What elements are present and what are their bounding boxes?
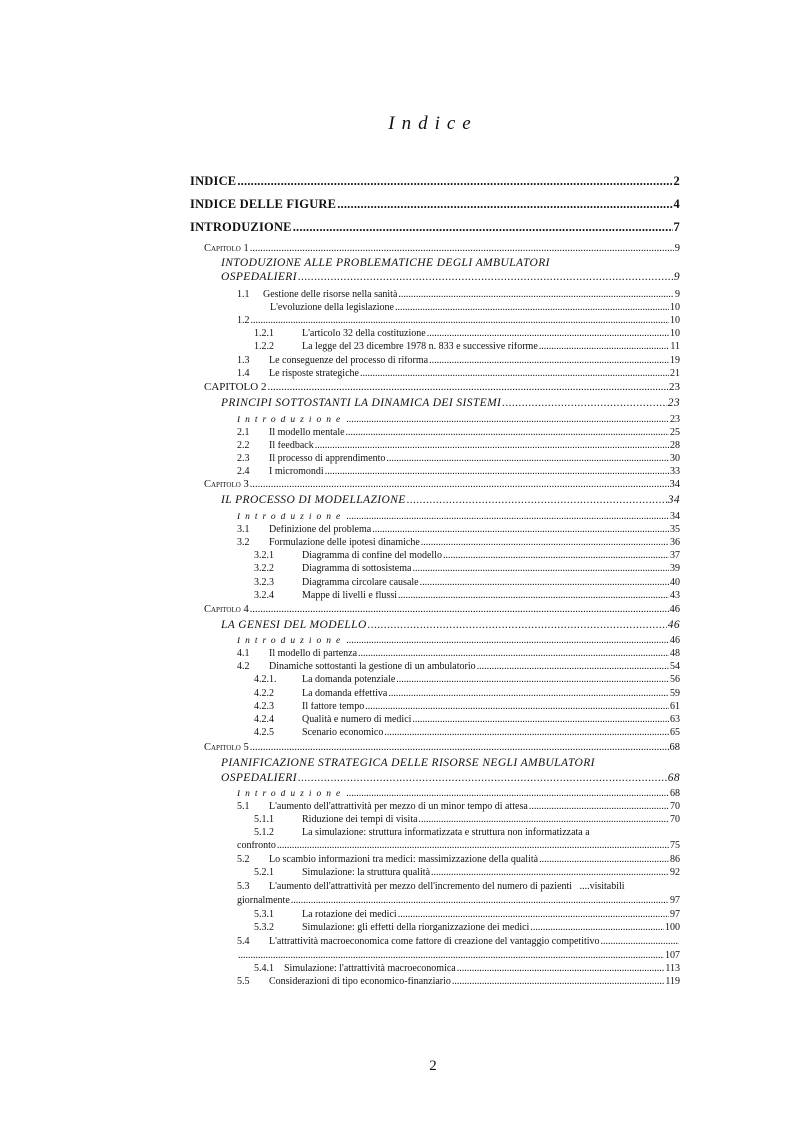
toc-section-2-1[interactable]	[237, 428, 680, 438]
toc-entry-number: 1.2.2	[254, 341, 274, 352]
toc-entry-page: 75	[670, 840, 680, 851]
toc-entry-page: 113	[665, 963, 680, 974]
toc-section-5-3-2[interactable]	[254, 923, 680, 933]
toc-entry-number: 2.3	[237, 453, 250, 464]
toc-entry-label: L'articolo 32 della costituzione	[302, 329, 426, 339]
toc-entry-page: 54	[670, 661, 680, 672]
toc-entry-page: 100	[665, 922, 680, 933]
toc-entry-page: 68	[669, 742, 680, 753]
toc-section-3-2-4[interactable]	[254, 591, 680, 601]
toc-section-5-1-2[interactable]	[237, 841, 680, 851]
toc-entry-number: 4.2.3	[254, 701, 274, 712]
toc-entry-number: 2.2	[237, 440, 250, 451]
toc-entry-number: 4.1	[237, 648, 250, 659]
toc-chapter-1-title-line1[interactable]: INTODUZIONE ALLE PROBLEMATICHE DEGLI AMBULATORI	[221, 257, 550, 269]
toc-entry-number: 5.1.2	[254, 827, 274, 838]
toc-entry-label: Diagramma di confine del modello	[302, 551, 442, 561]
toc-entry-label: Simulazione: l'attrattività macroeconomica	[284, 964, 456, 974]
toc-chapter-1[interactable]	[204, 244, 680, 255]
toc-entry-page: 10	[670, 315, 680, 326]
toc-entry-page: 70	[670, 814, 680, 825]
toc-chapter-3[interactable]	[204, 480, 680, 491]
toc-entry-label: La legge del 23 dicembre 1978 n. 833 e successive riforme	[302, 342, 538, 352]
toc-chapter-4-title[interactable]	[221, 620, 680, 632]
toc-entry-label: IL PROCESSO DI MODELLAZIONE	[221, 495, 406, 506]
toc-entry-page: 68	[670, 788, 680, 799]
toc-entry-number: 1.2	[237, 315, 250, 326]
toc-entry-label: L'aumento dell'attrattività per mezzo di un minor tempo di attesa	[269, 802, 528, 812]
toc-entry-label: Il feedback	[269, 441, 314, 451]
toc-section-4-2-2[interactable]	[254, 689, 680, 699]
toc-entry-number: 4.2.4	[254, 714, 274, 725]
toc-entry-page: 36	[670, 537, 680, 548]
toc-chapter-5-title[interactable]	[221, 773, 680, 785]
toc-section-3-2-1[interactable]	[254, 551, 680, 561]
toc-entry-label: Lo scambio informazioni tra medici: massimizzazione della qualità	[269, 855, 539, 865]
toc-entry-page: 70	[670, 801, 680, 812]
toc-entry-number: 5.2.1	[254, 867, 274, 878]
toc-entry-page: 34	[667, 494, 680, 506]
toc-entry-label: Il processo di apprendimento	[269, 454, 386, 464]
toc-chapter-3-title[interactable]	[221, 495, 680, 507]
toc-entry-number: 5.2	[237, 854, 250, 865]
toc-entry-number: 1.1	[237, 289, 250, 300]
toc-entry-number: 3.2.3	[254, 577, 274, 588]
toc-entry-page: 48	[670, 648, 680, 659]
toc-entry-page: 28	[670, 440, 680, 451]
toc-entry-page: 34	[669, 479, 680, 490]
toc-entry-number: 1.4	[237, 368, 250, 379]
toc-entry-page: 86	[670, 854, 680, 865]
toc-entry-label: I micromondi	[269, 467, 324, 477]
toc-entry-page: 34	[670, 511, 680, 522]
toc-section-5-3-1[interactable]	[254, 910, 680, 920]
toc-entry-number: 5.3	[237, 881, 250, 892]
toc-entry-page: 23	[670, 414, 680, 425]
toc-entry-label: Qualità e numero di medici	[302, 715, 412, 725]
toc-entry-label: Il modello di partenza	[269, 649, 358, 659]
toc-entry-label: LA GENESI DEL MODELLO	[221, 620, 367, 631]
toc-entry-label: Le conseguenze del processo di riforma	[269, 356, 429, 366]
toc-entry-number: 5.1	[237, 801, 250, 812]
toc-section-4-2-3[interactable]	[254, 702, 680, 712]
toc-entry-label: Simulazione: gli effetti della riorganizzazione dei medici	[302, 923, 530, 933]
toc-entry-label: INTRODUZIONE	[190, 221, 292, 234]
page-title: Indice	[388, 113, 478, 134]
toc-entry-number: 5.3.1	[254, 909, 274, 920]
toc-entry-label: confronto	[237, 841, 276, 851]
toc-section-3-2-2[interactable]	[254, 564, 680, 574]
toc-entry-label: INDICE	[190, 175, 237, 188]
toc-entry-label: Scenario economico	[302, 728, 384, 738]
toc-entry-page: 4	[673, 197, 680, 211]
toc-entry-number: 2.4	[237, 466, 250, 477]
toc-section-5-5[interactable]	[237, 977, 680, 987]
toc-entry-number: 3.1	[237, 524, 250, 535]
toc-entry-indice-figure[interactable]	[190, 198, 680, 211]
toc-section-4-2[interactable]	[237, 662, 680, 672]
toc-entry-page: 11	[670, 341, 680, 352]
toc-entry-indice[interactable]	[190, 175, 680, 188]
toc-entry-label: Diagramma circolare causale	[302, 578, 419, 588]
toc-section-4-2-1[interactable]	[254, 675, 680, 685]
toc-entry-number: 5.1.1	[254, 814, 274, 825]
toc-entry-page: 37	[670, 550, 680, 561]
toc-entry-label: Le risposte strategiche	[269, 369, 359, 379]
toc-entry-page: 46	[670, 635, 680, 646]
toc-entry-label: La domanda effettiva	[302, 689, 388, 699]
toc-entry-page: 59	[670, 688, 680, 699]
toc-entry-page: 35	[670, 524, 680, 535]
toc-entry-page: 65	[670, 727, 680, 738]
toc-entry-label: Formulazione delle ipotesi dinamiche	[269, 538, 420, 548]
page-number: 2	[429, 1058, 437, 1074]
toc-entry-label: L'attrattività macroeconomica come fattore di creazione del vantaggio competitivo	[269, 937, 600, 947]
toc-section-1-2[interactable]	[237, 316, 680, 326]
toc-entry-label: L'evoluzione della legislazione	[270, 303, 394, 313]
toc-entry-page: 21	[670, 368, 680, 379]
toc-chapter-3-intro[interactable]	[237, 512, 680, 523]
toc-entry-number: 5.3.2	[254, 922, 274, 933]
toc-section-5-1-1[interactable]	[254, 815, 680, 825]
toc-entry-number: 3.2	[237, 537, 250, 548]
toc-entry-number: 4.2	[237, 661, 250, 672]
toc-entry-page: 107	[665, 950, 680, 961]
toc-section-5-4-line1[interactable]	[237, 937, 680, 947]
toc-entry-label: Definizione del problema	[269, 525, 372, 535]
toc-entry-label: Simulazione: la struttura qualità	[302, 868, 431, 878]
toc-section-3-1[interactable]	[237, 525, 680, 535]
toc-entry-label: Mappe di livelli e flussi	[302, 591, 397, 601]
toc-entry-number: 5.5	[237, 976, 250, 987]
toc-section-3-2[interactable]	[237, 538, 680, 548]
toc-entry-page: 63	[670, 714, 680, 725]
toc-entry-label: Riduzione dei tempi di visita	[302, 815, 418, 825]
toc-section-5-2-1[interactable]	[254, 868, 680, 878]
toc-entry-number: 4.2.1.	[254, 674, 277, 685]
toc-section-1-3[interactable]	[237, 356, 680, 366]
toc-entry-page: 119	[665, 976, 680, 987]
toc-entry-label: OSPEDALIERI	[221, 773, 297, 784]
toc-entry-page: 9	[675, 289, 680, 300]
toc-entry-label: Capitolo 3	[204, 480, 249, 490]
toc-chapter-2[interactable]	[204, 382, 680, 393]
toc-entry-page: 46	[667, 619, 680, 631]
toc-section-5-4[interactable]	[237, 951, 680, 961]
toc-section-2-2[interactable]	[237, 441, 680, 451]
toc-entry-page: 56	[670, 674, 680, 685]
toc-entry-page: 23	[667, 397, 680, 409]
toc-entry-label: Il modello mentale	[269, 428, 345, 438]
toc-section-4-1[interactable]	[237, 649, 680, 659]
toc-section-1-2-2[interactable]	[254, 342, 680, 352]
toc-entry-introduzione[interactable]	[190, 221, 680, 234]
toc-chapter-2-title[interactable]	[221, 398, 680, 410]
toc-entry-page: 7	[673, 220, 680, 234]
toc-entry-page: 92	[670, 867, 680, 878]
toc-entry-page: 9	[673, 271, 680, 283]
toc-entry-label: OSPEDALIERI	[221, 272, 297, 283]
toc-entry-page: 10	[670, 328, 680, 339]
toc-entry-page: 9	[674, 243, 680, 254]
toc-section-2-3[interactable]	[237, 454, 680, 464]
toc-section-evoluzione[interactable]	[270, 303, 680, 313]
toc-entry-page: 61	[670, 701, 680, 712]
toc-entry-label: Introduzione	[237, 513, 346, 522]
toc-entry-page: 33	[670, 466, 680, 477]
toc-entry-page: 97	[670, 909, 680, 920]
toc-entry-number: 4.2.5	[254, 727, 274, 738]
toc-entry-number: 2.1	[237, 427, 250, 438]
toc-section-5-4-1[interactable]	[254, 964, 680, 974]
toc-entry-page: 43	[670, 590, 680, 601]
toc-entry-number: 5.4	[237, 936, 250, 947]
toc-entry-page: 68	[667, 772, 680, 784]
toc-entry-label: Il fattore tempo	[302, 702, 365, 712]
toc-entry-page: 25	[670, 427, 680, 438]
toc-section-5-1-2-line1[interactable]	[254, 828, 590, 838]
toc-entry-number: 3.2.1	[254, 550, 274, 561]
toc-chapter-4[interactable]	[204, 605, 680, 616]
toc-entry-page: 97	[670, 895, 680, 906]
toc-section-1-1[interactable]	[237, 290, 680, 300]
toc-chapter-4-intro[interactable]	[237, 636, 680, 647]
toc-entry-page: 10	[670, 302, 680, 313]
toc-entry-page: 30	[670, 453, 680, 464]
toc-entry-label: Introduzione	[237, 637, 346, 646]
toc-entry-page: 46	[669, 604, 680, 615]
toc-section-5-3[interactable]	[237, 896, 680, 906]
toc-entry-page: 23	[669, 381, 680, 393]
toc-section-5-3-line1[interactable]	[237, 882, 680, 892]
toc-entry-label: Introduzione	[237, 790, 346, 799]
toc-entry-label-cont: ....visitabili	[579, 881, 625, 892]
toc-entry-label: Gestione delle risorse nella sanità	[263, 290, 398, 300]
toc-chapter-1-title[interactable]	[221, 272, 680, 284]
toc-entry-label: Dinamiche sottostanti la gestione di un ambulatorio	[269, 662, 476, 672]
toc-entry-number: 4.2.2	[254, 688, 274, 699]
toc-entry-number: 5.4.1	[254, 963, 274, 974]
toc-entry-label: Capitolo 4	[204, 605, 249, 615]
toc-entry-label: Capitolo 5	[204, 743, 249, 753]
toc-entry-page: 19	[670, 355, 680, 366]
toc-entry-label: PRINCIPI SOTTOSTANTI LA DINAMICA DEI SISTEMI	[221, 398, 502, 409]
toc-section-2-4[interactable]	[237, 467, 680, 477]
toc-entry-label: L'aumento dell'attrattività per mezzo dell'incremento del numero di pazienti	[269, 881, 573, 892]
toc-chapter-5[interactable]	[204, 743, 680, 754]
toc-entry-number: 1.3	[237, 355, 250, 366]
toc-entry-label: La domanda potenziale	[302, 675, 396, 685]
toc-entry-number: 1.2.1	[254, 328, 274, 339]
toc-entry-page: 40	[670, 577, 680, 588]
toc-section-4-2-5[interactable]	[254, 728, 680, 738]
toc-entry-label: giornalmente	[237, 896, 290, 906]
toc-chapter-5-intro[interactable]	[237, 789, 680, 800]
toc-section-4-2-4[interactable]	[254, 715, 680, 725]
toc-entry-label: INDICE DELLE FIGURE	[190, 198, 337, 211]
toc-entry-label: Introduzione	[237, 416, 346, 425]
toc-section-5-2[interactable]	[237, 855, 680, 865]
toc-entry-number: 3.2.2	[254, 563, 274, 574]
toc-section-1-4[interactable]	[237, 369, 680, 379]
toc-entry-label: CAPITOLO 2	[204, 382, 267, 393]
toc-section-3-2-3[interactable]	[254, 578, 680, 588]
toc-section-1-2-1[interactable]	[254, 329, 680, 339]
toc-entry-label: La simulazione: struttura informatizzata e struttura non informatizzata a	[302, 827, 590, 838]
toc-chapter-2-intro[interactable]	[237, 415, 680, 426]
toc-entry-number: 3.2.4	[254, 590, 274, 601]
toc-section-5-1[interactable]	[237, 802, 680, 812]
toc-entry-page: 39	[670, 563, 680, 574]
toc-entry-label: La rotazione dei medici	[302, 910, 397, 920]
toc-entry-page: 2	[673, 174, 680, 188]
toc-entry-label: Considerazioni di tipo economico-finanziario	[269, 977, 451, 987]
toc-entry-label: Diagramma di sottosistema	[302, 564, 412, 574]
toc-chapter-5-title-line1[interactable]: PIANIFICAZIONE STRATEGICA DELLE RISORSE NEGLI AMBULATORI	[221, 757, 595, 769]
toc-entry-label: Capitolo 1	[204, 244, 249, 254]
